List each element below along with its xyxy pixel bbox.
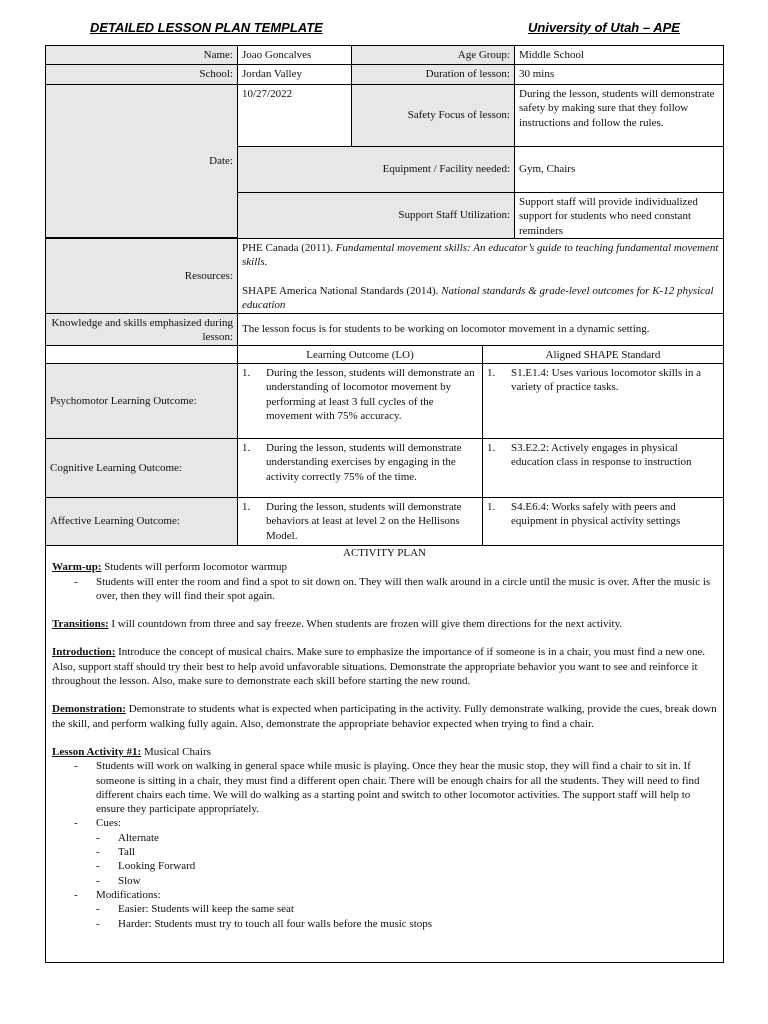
warmup-label: Warm-up: <box>52 561 102 574</box>
lesson-activity-bullet: - Students will work on walking in general space while music is playing. Once they hear the music stop, they will find a chair to sit in. If someone is sitting in a chair, they must find a different open chair. There will be enough chairs for all the students. They will need to find different chairs each time. We will do walking as a starting point and switch to other locomotor activities. The support staff will help to ensure they participate appropriately. <box>52 759 717 816</box>
support-label: Support Staff Utilization: <box>237 192 515 239</box>
outcome-header-blank <box>45 345 238 364</box>
psychomotor-standard <box>482 363 724 439</box>
school-value: Jordan Valley <box>237 64 352 85</box>
lesson-activity-section <box>52 745 717 759</box>
modification-item: - Easier: Students will keep the same seat <box>96 903 294 916</box>
equipment-value: Gym, Chairs <box>514 146 724 193</box>
document-title: DETAILED LESSON PLAN TEMPLATE <box>90 20 323 35</box>
transitions-section <box>52 617 717 631</box>
transitions-label: Transitions: <box>52 618 109 631</box>
demonstration-text: Demonstrate to students what is expected when participating in the activity. Fully demonstrate walking, provide the cues, break down the skill, and perform walking fully again. Also, demonstrate the appropriate behavior expected when trying to find a chair. <box>52 703 717 730</box>
cognitive-label: Cognitive Learning Outcome: <box>45 438 238 498</box>
cognitive-outcome <box>237 438 483 498</box>
list-number: 1. <box>487 367 496 379</box>
modifications-label: Modifications: <box>96 888 161 901</box>
cues-bullet: - Cues: <box>74 817 122 830</box>
warmup-bullet-text: Students will enter the room and find a spot to sit down on. They will then walk around in a circle until the music is over. After the music is over, then they will find their spot again. <box>96 575 711 602</box>
safety-label: Safety Focus of lesson: <box>351 84 515 147</box>
knowledge-label: Knowledge and skills emphasized during lesson: <box>45 313 238 346</box>
introduction-section <box>52 645 717 688</box>
list-number: 1. <box>487 501 496 513</box>
lesson-activity-text: Musical Chairs <box>141 745 211 758</box>
cue-item: - Tall <box>96 846 135 859</box>
duration-label: Duration of lesson: <box>351 64 515 85</box>
cue-item: - Alternate <box>96 831 159 844</box>
list-number: 1. <box>242 442 251 454</box>
date-value: 10/27/2022 <box>237 84 352 147</box>
outcome-text: During the lesson, students will demonstrate understanding exercises by engaging in the activity correctly 75% of the time. <box>266 442 462 483</box>
list-number: 1. <box>242 367 251 379</box>
resources-label: Resources: <box>45 238 238 314</box>
lesson-activity-label: Lesson Activity #1: <box>52 745 142 758</box>
modification-item: - Harder: Students must try to touch all four walls before the music stops <box>96 917 433 930</box>
knowledge-value: The lesson focus is for students to be working on locomotor movement in a dynamic setting. <box>237 313 724 346</box>
standard-header: Aligned SHAPE Standard <box>482 345 724 364</box>
affective-label: Affective Learning Outcome: <box>45 497 238 546</box>
warmup-text: Students will perform locomotor warmup <box>101 561 287 574</box>
psychomotor-outcome <box>237 363 483 439</box>
affective-standard <box>482 497 724 546</box>
activity-plan-title: ACTIVITY PLAN <box>343 547 426 559</box>
duration-value: 30 mins <box>514 64 724 85</box>
age-label: Age Group: <box>351 45 515 65</box>
lesson-activity-bullet-text: Students will work on walking in general space while music is playing. Once they hear the music stop, they will find a chair to sit in. If someone is sitting in a chair, they must find a different open chair. There will be enough chairs for all the students. They will need to find different chairs each time. We will do walking as a starting point and switch to other locomotor activities. The support staff will help to ensure they participate appropriately. <box>96 760 700 816</box>
affective-outcome <box>237 497 483 546</box>
university-title: University of Utah – APE <box>528 20 680 35</box>
demonstration-label: Demonstration: <box>52 703 126 716</box>
name-value: Joao Goncalves <box>237 45 352 65</box>
resource-shape-america: SHAPE America National Standards (2014). National standards & grade-level outcomes for K-12 physical education <box>242 284 714 311</box>
introduction-label: Introduction: <box>52 646 116 659</box>
name-label: Name: <box>45 45 238 65</box>
cue-item: - Slow <box>96 874 141 887</box>
standard-text: S3.E2.2: Actively engages in physical education class in response to instruction <box>511 442 692 469</box>
support-value: Support staff will provide individualized support for students who need constant reminders <box>514 192 724 239</box>
school-label: School: <box>45 64 238 85</box>
outcome-text: During the lesson, students will demonstrate an understanding of locomotor movement by performing at least 3 full cycles of the movement with 75% accuracy. <box>266 367 475 422</box>
lo-header: Learning Outcome (LO) <box>237 345 483 364</box>
modifications-bullet: - Modifications: <box>74 888 161 901</box>
psychomotor-label: Psychomotor Learning Outcome: <box>45 363 238 439</box>
resources-value <box>237 238 724 314</box>
demonstration-section <box>52 702 717 731</box>
warmup-section <box>52 560 717 574</box>
outcome-text: During the lesson, students will demonstrate behaviors at least at level 2 on the Hellisons Model. <box>266 501 462 542</box>
standard-text: S4.E6.4: Works safely with peers and equipment in physical activity settings <box>511 501 681 528</box>
standard-text: S1.E1.4: Uses various locomotor skills in a variety of practice tasks. <box>511 367 702 394</box>
warmup-bullet: - Students will enter the room and find a spot to sit down on. They will then walk around in a circle until the music is over. After the music is over, then they will find their spot again. <box>52 575 717 604</box>
list-number: 1. <box>487 442 496 454</box>
cognitive-standard <box>482 438 724 498</box>
equipment-label: Equipment / Facility needed: <box>237 146 515 193</box>
age-value: Middle School <box>514 45 724 65</box>
activity-plan <box>45 545 724 963</box>
safety-value: During the lesson, students will demonstrate safety by making sure that they follow instructions and follow the rules. <box>514 84 724 147</box>
list-number: 1. <box>242 501 251 513</box>
resource-phe-canada: PHE Canada (2011). Fundamental movement skills: An educator’s guide to teaching fundamental movement skills. <box>242 242 719 269</box>
cues-label: Cues: <box>96 817 122 830</box>
transitions-text: I will countdown from three and say freeze. When students are frozen will give them directions for the next activity. <box>108 618 623 631</box>
date-label: Date: <box>45 84 238 238</box>
introduction-text: Introduce the concept of musical chairs. Make sure to emphasize the importance of if someone is in a chair, you must find a new one. Also, support staff should try their best to help avoid unfavorable situations. Demonstrate the appropriate behavior you want to see and reinforce it throughout the lesson. Also, make sure to demonstrate each skill before starting the new round. <box>52 646 706 688</box>
cue-item: - Looking Forward <box>96 860 196 873</box>
